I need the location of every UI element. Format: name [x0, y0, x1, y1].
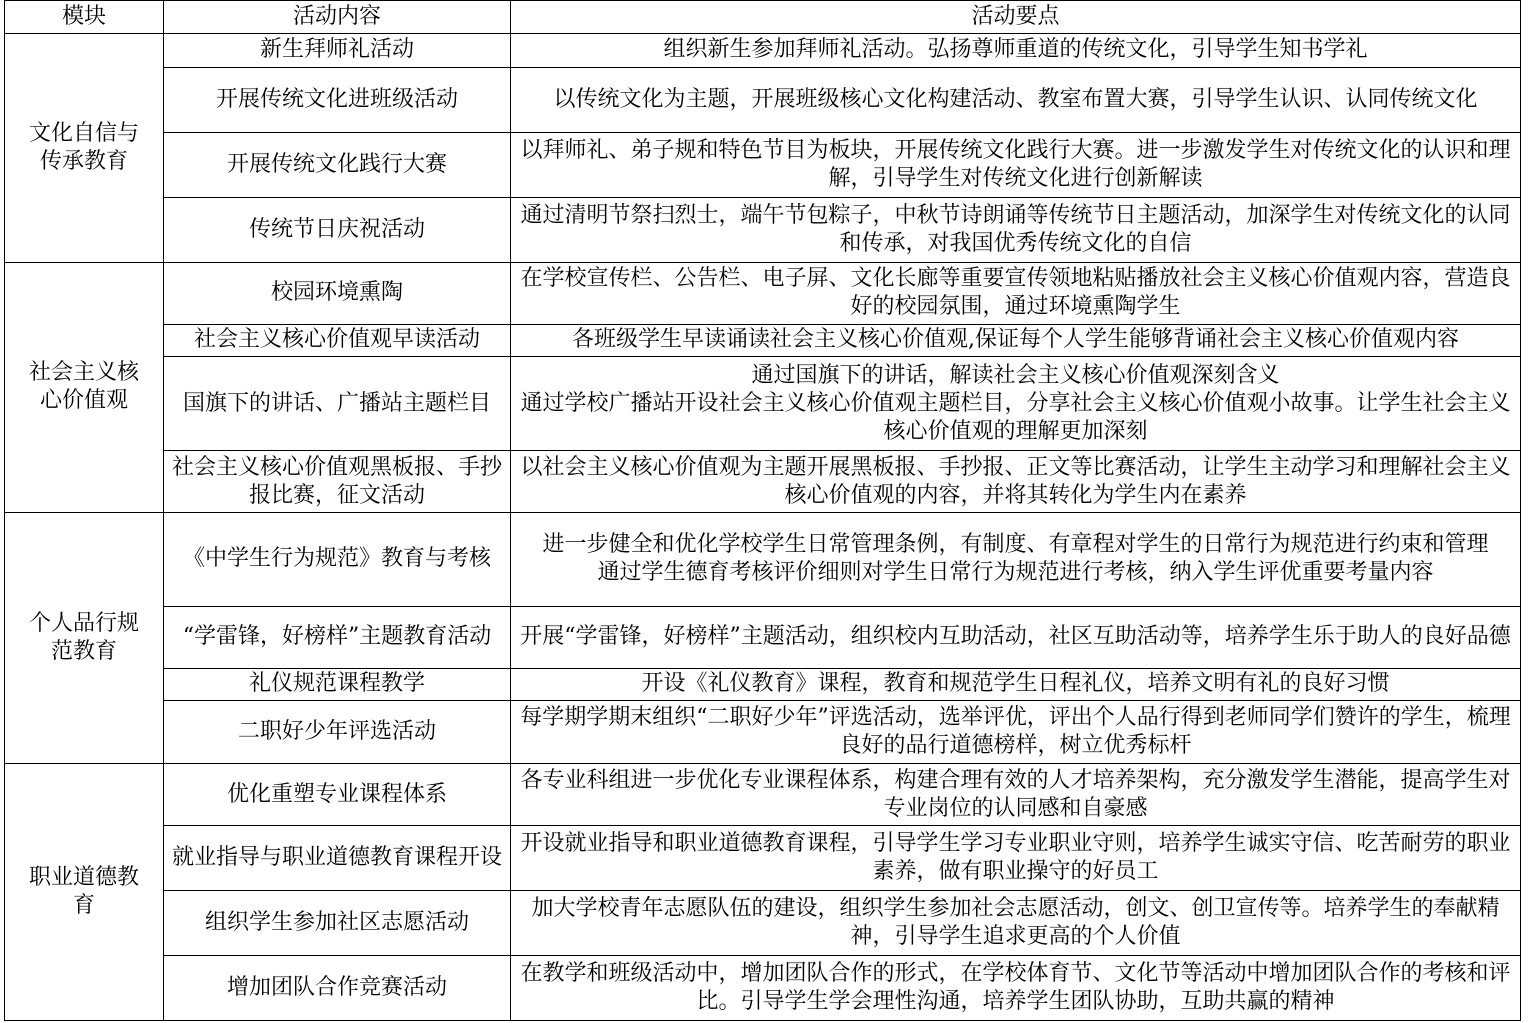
activity-table — [4, 0, 1521, 1021]
activity-points-cell — [511, 34, 1521, 68]
activity-point-text: 在教学和班级活动中，增加团队合作的形式，在学校体育节、文化节等活动中增加团队合作的考核和评比。引导学生学会理性沟通，培养学生团队协助，互助共赢的精神 — [520, 961, 1511, 1015]
activity-points-cell — [511, 451, 1521, 513]
activity-points-cell — [511, 513, 1521, 607]
activity-points-cell — [511, 668, 1521, 700]
activity-point-text: 通过学校广播站开设社会主义核心价值观主题栏目，分享社会主义核心价值观小故事。让学生社会主义核心价值观的理解更加深刻 — [520, 390, 1511, 444]
header-points: 活动要点 — [511, 1, 1521, 34]
table-row — [5, 826, 1521, 891]
activity-points-cell — [511, 132, 1521, 197]
activity-points-cell — [511, 606, 1521, 668]
activity-content-cell: 社会主义核心价值观黑板报、手抄报比赛，征文活动 — [164, 451, 511, 513]
table-row — [5, 132, 1521, 197]
table-row — [5, 67, 1521, 132]
activity-point-text: 各班级学生早读诵读社会主义核心价值观,保证每个人学生能够背诵社会主义核心价值观内容 — [572, 327, 1459, 353]
activity-point-text: 以拜师礼、弟子规和特色节目为板块，开展传统文化践行大赛。进一步激发学生对传统文化的认识和理解，引导学生对传统文化进行创新解读 — [520, 137, 1511, 191]
activity-content-cell: 礼仪规范课程教学 — [164, 668, 511, 700]
activity-content-cell: 传统节日庆祝活动 — [164, 197, 511, 262]
activity-points-cell — [511, 826, 1521, 891]
table-row — [5, 668, 1521, 700]
table-row — [5, 700, 1521, 764]
header-module: 模块 — [5, 1, 164, 34]
activity-points-cell — [511, 357, 1521, 451]
activity-content-cell: 优化重塑专业课程体系 — [164, 764, 511, 826]
activity-point-text: 通过清明节祭扫烈士，端午节包粽子，中秋节诗朗诵等传统节日主题活动，加深学生对传统文化的认同和传承，对我国优秀传统文化的自信 — [520, 202, 1511, 256]
activity-content-cell: 《中学生行为规范》教育与考核 — [164, 513, 511, 607]
activity-point-text: 通过学生德育考核评价细则对学生日常行为规范进行考核，纳入学生评优重要考量内容 — [597, 560, 1434, 586]
activity-content-cell: 新生拜师礼活动 — [164, 34, 511, 68]
table-row — [5, 357, 1521, 451]
activity-points-cell — [511, 67, 1521, 132]
activity-content-cell: 校园环境熏陶 — [164, 262, 511, 324]
activity-content-cell: “学雷锋，好榜样”主题教育活动 — [164, 606, 511, 668]
activity-point-text: 以传统文化为主题，开展班级核心文化构建活动、教室布置大赛，引导学生认识、认同传统文化 — [553, 86, 1478, 112]
table-row — [5, 956, 1521, 1021]
activity-content-cell: 社会主义核心价值观早读活动 — [164, 324, 511, 357]
module-cell: 个人品行规范教育 — [5, 513, 164, 764]
table-row — [5, 891, 1521, 956]
activity-point-text: 以社会主义核心价值观为主题开展黑板报、手抄报、正文等比赛活动，让学生主动学习和理解社会主义核心价值观的内容，并将其转化为学生内在素养 — [520, 454, 1511, 508]
table-body — [5, 34, 1521, 1021]
activity-points-cell — [511, 324, 1521, 357]
activity-points-cell — [511, 700, 1521, 764]
activity-content-cell: 增加团队合作竞赛活动 — [164, 956, 511, 1021]
activity-point-text: 进一步健全和优化学校学生日常管理条例，有制度、有章程对学生的日常行为规范进行约束和管理 — [542, 532, 1489, 558]
table-row — [5, 513, 1521, 607]
activity-content-cell: 就业指导与职业道德教育课程开设 — [164, 826, 511, 891]
activity-points-cell — [511, 891, 1521, 956]
header-row — [5, 1, 1521, 34]
activity-point-text: 开设就业指导和职业道德教育课程，引导学生学习专业职业守则，培养学生诚实守信、吃苦耐劳的职业素养，做有职业操守的好员工 — [520, 831, 1511, 885]
activity-content-cell: 组织学生参加社区志愿活动 — [164, 891, 511, 956]
activity-content-cell: 国旗下的讲话、广播站主题栏目 — [164, 357, 511, 451]
activity-point-text: 开设《礼仪教育》课程，教育和规范学生日程礼仪，培养文明有礼的良好习惯 — [641, 671, 1390, 697]
activity-point-text: 加大学校青年志愿队伍的建设，组织学生参加社会志愿活动，创文、创卫宣传等。培养学生的奉献精神，引导学生追求更高的个人价值 — [531, 896, 1500, 950]
activity-content-cell: 二职好少年评选活动 — [164, 700, 511, 764]
header-content: 活动内容 — [164, 1, 511, 34]
activity-point-text: 各专业科组进一步优化专业课程体系，构建合理有效的人才培养架构，充分激发学生潜能，提高学生对专业岗位的认同感和自豪感 — [520, 767, 1511, 821]
activity-point-text: 组织新生参加拜师礼活动。弘扬尊师重道的传统文化，引导学生知书学礼 — [663, 37, 1368, 63]
module-cell: 职业道德教育 — [5, 764, 164, 1021]
table-row — [5, 324, 1521, 357]
table-row — [5, 451, 1521, 513]
activity-point-text: 通过国旗下的讲话，解读社会主义核心价值观深刻含义 — [751, 362, 1280, 388]
activity-content-cell: 开展传统文化践行大赛 — [164, 132, 511, 197]
module-cell: 文化自信与传承教育 — [5, 34, 164, 263]
module-cell: 社会主义核心价值观 — [5, 262, 164, 512]
activity-points-cell — [511, 956, 1521, 1021]
table-row — [5, 764, 1521, 826]
table-row — [5, 34, 1521, 68]
table-row — [5, 262, 1521, 324]
activity-points-cell — [511, 197, 1521, 262]
activity-point-text: 在学校宣传栏、公告栏、电子屏、文化长廊等重要宣传领地粘贴播放社会主义核心价值观内容，营造良好的校园氛围，通过环境熏陶学生 — [520, 266, 1511, 320]
activity-point-text: 开展“学雷锋，好榜样”主题活动，组织校内互助活动，社区互助活动等，培养学生乐于助人的良好品德 — [520, 624, 1511, 650]
table-row — [5, 606, 1521, 668]
table-row — [5, 197, 1521, 262]
activity-points-cell — [511, 262, 1521, 324]
activity-content-cell: 开展传统文化进班级活动 — [164, 67, 511, 132]
activity-points-cell — [511, 764, 1521, 826]
activity-point-text: 每学期学期末组织“二职好少年”评选活动，选举评优，评出个人品行得到老师同学们赞许的学生，梳理良好的品行道德榜样，树立优秀标杆 — [520, 704, 1511, 758]
